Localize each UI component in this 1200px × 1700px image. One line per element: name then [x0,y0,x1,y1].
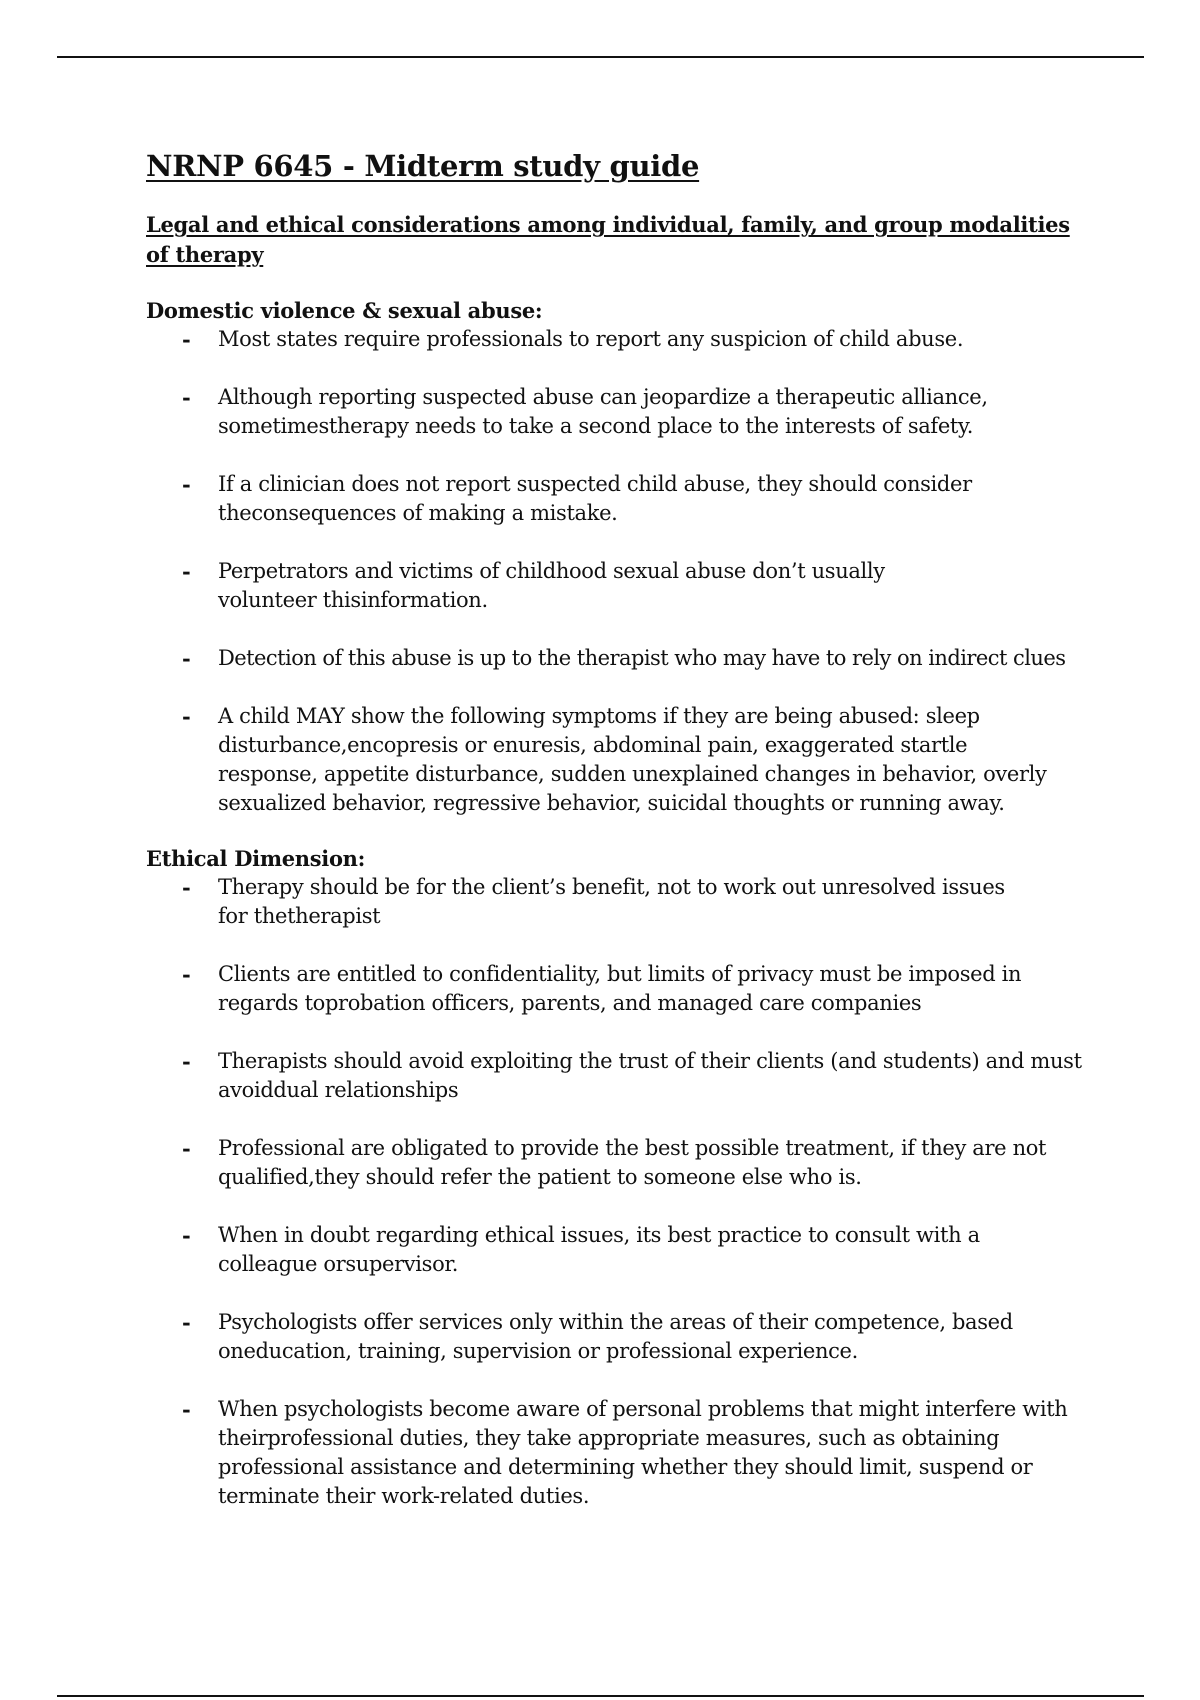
bullet-dash: - [182,472,191,497]
list-item [146,1308,1018,1366]
document-title: NRNP 6645 - Midterm study guide [146,149,700,183]
domestic-violence-list [146,325,1126,818]
bullet-dash: - [182,559,191,584]
bullet-dash: - [182,1049,191,1074]
bullet-dash: - [182,1223,191,1248]
bullet-dash: - [182,1310,191,1335]
list-item [146,1395,1098,1511]
ethical-dimension-list [146,873,1126,1511]
top-rule [57,56,1144,58]
list-item-text: Therapists should avoid exploiting the trust of their clients (and students) and must avoiddual relationships [218,1049,1082,1102]
list-item-text: Although reporting suspected abuse can jeopardize a therapeutic alliance, sometimestherapy needs to take a second place to the interests of safety. [218,385,988,438]
bullet-dash: - [182,1136,191,1161]
list-item-text: Most states require professionals to report any suspicion of child abuse. [218,327,964,351]
bullet-dash: - [182,327,191,352]
list-item-text: If a clinician does not report suspected child abuse, they should consider theconsequences of making a mistake. [218,472,972,525]
list-item-text: A child MAY show the following symptoms if they are being abused: sleep disturbance,encopresis or enuresis, abdominal pain, exaggerated startle response, appetite disturbance, sudden unexplained changes in behavior, overly sexualized behavior, regressive behavior, suicidal thoughts or running away. [218,704,1047,815]
list-item-text: Perpetrators and victims of childhood sexual abuse don’t usually volunteer thisinformation. [218,559,885,612]
bullet-dash: - [182,385,191,410]
subheading-domestic-violence: Domestic violence & sexual abuse: [146,298,543,323]
bullet-dash: - [182,1397,191,1422]
list-item [146,383,1038,441]
list-item [146,644,1148,673]
subheading-ethical-dimension: Ethical Dimension: [146,846,366,871]
list-item-text: When psychologists become aware of personal problems that might interfere with theirprofessional duties, they take appropriate measures, such as obtaining professional assistance and determining whether they should limit, suspend or terminate their work-related duties. [218,1397,1068,1508]
list-item-text: Psychologists offer services only within the areas of their competence, based oneducation, training, supervision or professional experience. [218,1310,1013,1363]
list-item-text: Clients are entitled to confidentiality, but limits of privacy must be imposed in regards toprobation officers, parents, and managed care companies [218,962,1022,1015]
list-item-text: Detection of this abuse is up to the therapist who may have to rely on indirect clues [218,646,1066,670]
list-item [146,873,1018,931]
list-item [146,960,1098,1018]
list-item-text: When in doubt regarding ethical issues, its best practice to consult with a colleague orsupervisor. [218,1223,980,1276]
list-item [146,1134,1118,1192]
list-item [146,1047,1098,1105]
bullet-dash: - [182,646,191,671]
list-item [146,557,978,615]
bullet-dash: - [182,962,191,987]
document-page [146,146,1126,1511]
list-item [146,702,1073,818]
bullet-dash: - [182,875,191,900]
bullet-dash: - [182,704,191,729]
bottom-rule [57,1695,1144,1697]
section-heading: Legal and ethical considerations among individual, family, and group modalities of therapy [146,212,1070,267]
list-item-text: Therapy should be for the client’s benefit, not to work out unresolved issues for thetherapist [218,875,1005,928]
list-item [146,325,1118,354]
list-item [146,1221,1048,1279]
list-item [146,470,978,528]
list-item-text: Professional are obligated to provide the best possible treatment, if they are not qualified,they should refer the patient to someone else who is. [218,1136,1047,1189]
